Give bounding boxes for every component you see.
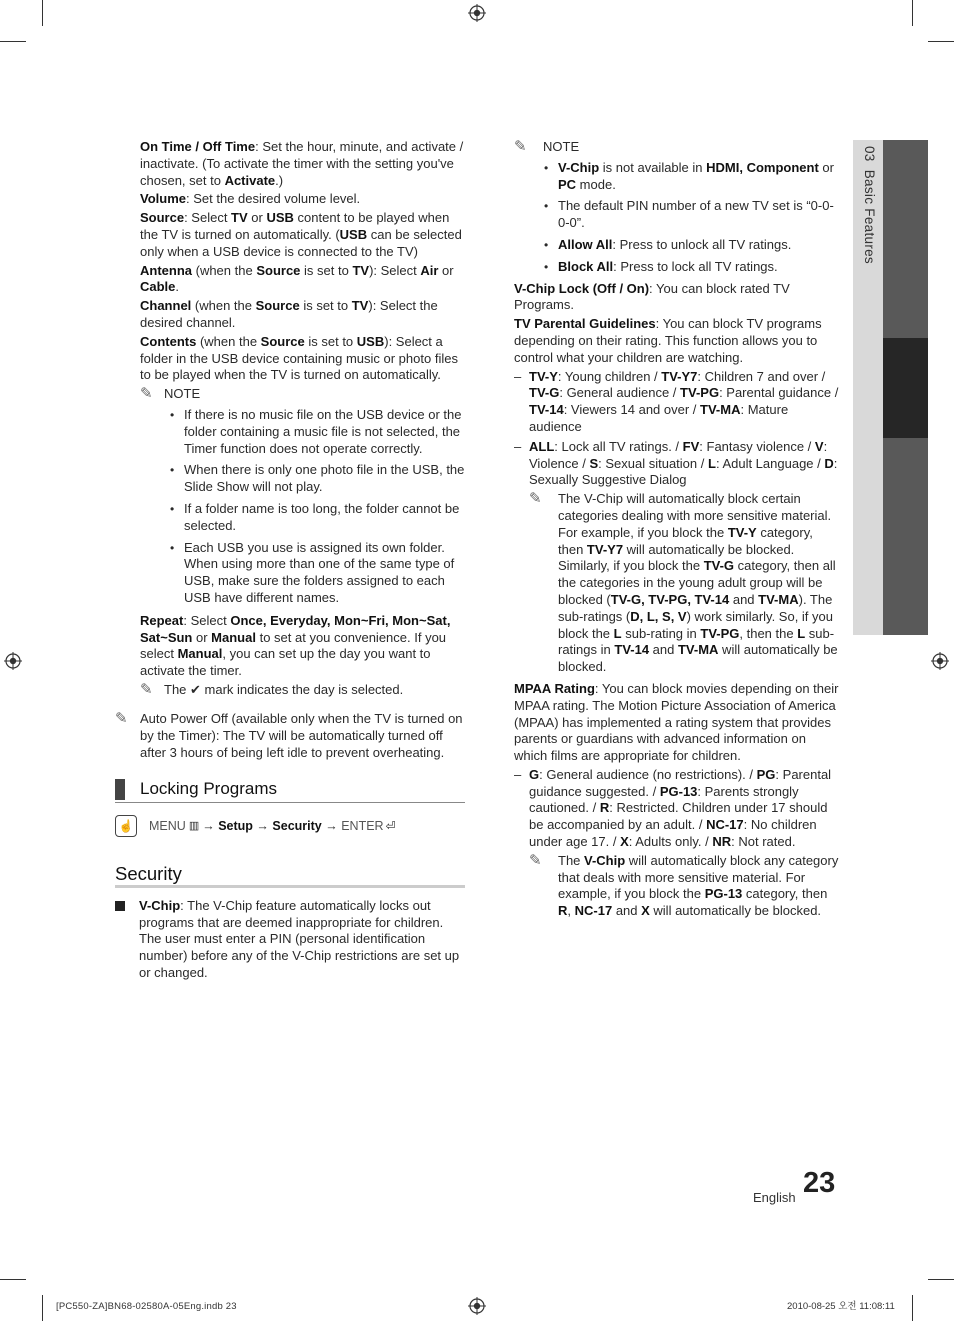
chapter-tab-block bbox=[883, 140, 928, 338]
note-heading: ✎ NOTE bbox=[514, 138, 580, 155]
chapter-tab-block-active bbox=[883, 338, 928, 438]
vchip-lock-paragraph: V-Chip Lock (Off / On): You can block rated TV Programs. bbox=[514, 280, 790, 313]
autopower-note: ✎ Auto Power Off (available only when the TV is turned on by the Timer): The TV will be automatically turned off after 3 hours of being left idle to prevent overheating. bbox=[115, 710, 463, 760]
list-item: – ALL: Lock all TV ratings. / FV: Fantasy violence / V: Violence / S: Sexual situation / L: Adult Language / D: Sexually Suggestive Dialog bbox=[514, 439, 839, 489]
tv-ratings-list bbox=[514, 369, 839, 490]
list-item: • When there is only one photo file in the USB, the Slide Show will not play. bbox=[170, 462, 468, 496]
list-item: • V-Chip is not available in HDMI, Component or PC mode. bbox=[544, 160, 839, 194]
pencil-note-icon: ✎ bbox=[140, 680, 153, 698]
registration-mark-icon bbox=[468, 1297, 486, 1315]
check-note: ✎ The ✔ mark indicates the day is selected. bbox=[140, 680, 404, 698]
crop-mark bbox=[928, 41, 954, 42]
tv-guidelines-paragraph: TV Parental Guidelines: You can block TV programs depending on their rating. This function allows you to control what your children are watching. bbox=[514, 316, 822, 365]
section-title: Locking Programs bbox=[140, 779, 278, 799]
list-item: – TV-Y: Young children / TV-Y7: Children 7 and over / TV-G: General audience / TV-PG: Parental guidance / TV-14: Viewers 14 and over / TV-MA: Mature audience bbox=[514, 369, 839, 436]
crop-mark bbox=[928, 1279, 954, 1280]
registration-mark-icon bbox=[468, 4, 486, 22]
note-label: NOTE bbox=[164, 386, 201, 402]
print-footer-file: [PC550-ZA]BN68-02580A-05Eng.indb 23 bbox=[56, 1301, 237, 1312]
checkmark-icon: ✔ bbox=[190, 681, 201, 697]
right-column bbox=[514, 139, 839, 920]
list-item: • The default PIN number of a new TV set is “0-0-0-0”. bbox=[544, 198, 839, 232]
menu-path: ☝ MENU ▥ → Setup → Security → ENTER ⏎ bbox=[115, 815, 465, 837]
pencil-note-icon: ✎ bbox=[115, 710, 128, 727]
mpaa-paragraph: MPAA Rating: You can block movies depending on their MPAA rating. The Motion Picture Association of America (MPAA) has implemented a rating system that provides parents or guardians with advanced information on which films are appropriate for children. bbox=[514, 680, 839, 764]
menu-glyph-icon: ▥ bbox=[188, 819, 200, 832]
vchip-auto-block-note: ✎ The V-Chip will automatically block certain categories dealing with more sensitive material. For example, if you block the TV-Y category, then TV-Y7 will automatically be blocked. Similarly, if you block the TV-G category, then all the categories in the young adult group will be blocked (TV-G, TV-PG, TV-14 and TV-MA). The sub-ratings (D, L, S, V) work similarly. So, if you block the L sub-rating in TV-PG, then the L sub-ratings in TV-14 and TV-MA will automatically be blocked. bbox=[529, 490, 838, 675]
channel-paragraph: Channel (when the Source is set to TV): Select the desired channel. bbox=[140, 298, 438, 330]
volume-paragraph: Volume: Set the desired volume level. bbox=[140, 191, 361, 207]
crop-mark bbox=[42, 0, 43, 26]
chapter-tab-label: 03 Basic Features bbox=[861, 146, 877, 264]
list-item: • If a folder name is too long, the folder cannot be selected. bbox=[170, 501, 468, 535]
vchip-item: V-Chip: The V-Chip feature automatically locks out programs that are deemed inappropriate for children. The user must enter a PIN (personal identification number) before any of the V-Chip restrictions are set up or changed. bbox=[115, 898, 465, 982]
page-number: 23 bbox=[803, 1167, 836, 1199]
crop-mark bbox=[0, 41, 26, 42]
pencil-note-icon: ✎ bbox=[529, 851, 542, 869]
note-list bbox=[170, 407, 468, 607]
crop-mark bbox=[42, 1295, 43, 1321]
pencil-note-icon: ✎ bbox=[529, 490, 542, 508]
repeat-paragraph: Repeat: Select Once, Everyday, Mon~Fri, Mon~Sat, Sat~Sun or Manual to set at you convenience. If you select Manual, you can set up the day you want to activate the timer. bbox=[140, 612, 451, 679]
source-paragraph: Source: Select TV or USB content to be played when the TV is turned on automatically. (USB can be selected only when a USB device is connected to the TV) bbox=[140, 210, 462, 259]
mpaa-auto-block-note: ✎ The V-Chip will automatically block any category that deals with more sensitive material. For example, if you block the PG-13 category, then R, NC-17 and X will automatically be blocked. bbox=[529, 851, 839, 919]
antenna-paragraph: Antenna (when the Source is set to TV): Select Air or Cable. bbox=[140, 262, 454, 295]
chapter-tab-block bbox=[883, 438, 928, 635]
registration-mark-icon bbox=[4, 652, 22, 670]
left-column bbox=[140, 139, 468, 699]
crop-mark bbox=[0, 1279, 26, 1280]
security-section bbox=[115, 863, 465, 982]
pencil-note-icon: ✎ bbox=[514, 138, 527, 155]
square-bullet-icon bbox=[115, 901, 125, 911]
pencil-note-icon: ✎ bbox=[140, 385, 153, 403]
registration-mark-icon bbox=[931, 652, 949, 670]
print-footer-timestamp: 2010-08-25 오전 11:08:11 bbox=[787, 1301, 895, 1312]
list-item: • Block All: Press to lock all TV ratings. bbox=[544, 259, 839, 276]
section-marker bbox=[115, 779, 125, 800]
page-language: English bbox=[753, 1190, 796, 1205]
note-list bbox=[544, 160, 839, 276]
hand-pointer-icon: ☝ bbox=[115, 815, 137, 837]
list-item: • If there is no music file on the USB device or the folder containing a music file is not selected, the Timer function does not operate correctly. bbox=[170, 407, 468, 457]
enter-icon: ⏎ bbox=[385, 818, 396, 833]
locking-programs-section bbox=[115, 779, 465, 837]
list-item: – G: General audience (no restrictions). / PG: Parental guidance suggested. / PG-13: Parents strongly cautioned. / R: Restricted. Children under 17 should be accompanied by an adult. / NC-17: No children under age 17. / X: Adults only. / NR: Not rated. bbox=[514, 767, 839, 851]
crop-mark bbox=[912, 0, 913, 26]
list-item: • Allow All: Press to unlock all TV ratings. bbox=[544, 237, 839, 254]
mpaa-ratings-list bbox=[514, 767, 839, 851]
security-heading: Security bbox=[115, 866, 465, 888]
ontime-paragraph: On Time / Off Time: Set the hour, minute, and activate / inactivate. (To activate the timer with the setting you've chosen, set to Activate.) bbox=[140, 139, 464, 188]
note-heading bbox=[140, 386, 468, 403]
crop-mark bbox=[912, 1295, 913, 1321]
list-item: • Each USB you use is assigned its own folder. When using more than one of the same type of USB, make sure the folders assigned to each USB have different names. bbox=[170, 540, 468, 607]
contents-paragraph: Contents (when the Source is set to USB): Select a folder in the USB device containing music or photo files to be played when the TV is turned on automatically. bbox=[140, 333, 458, 383]
